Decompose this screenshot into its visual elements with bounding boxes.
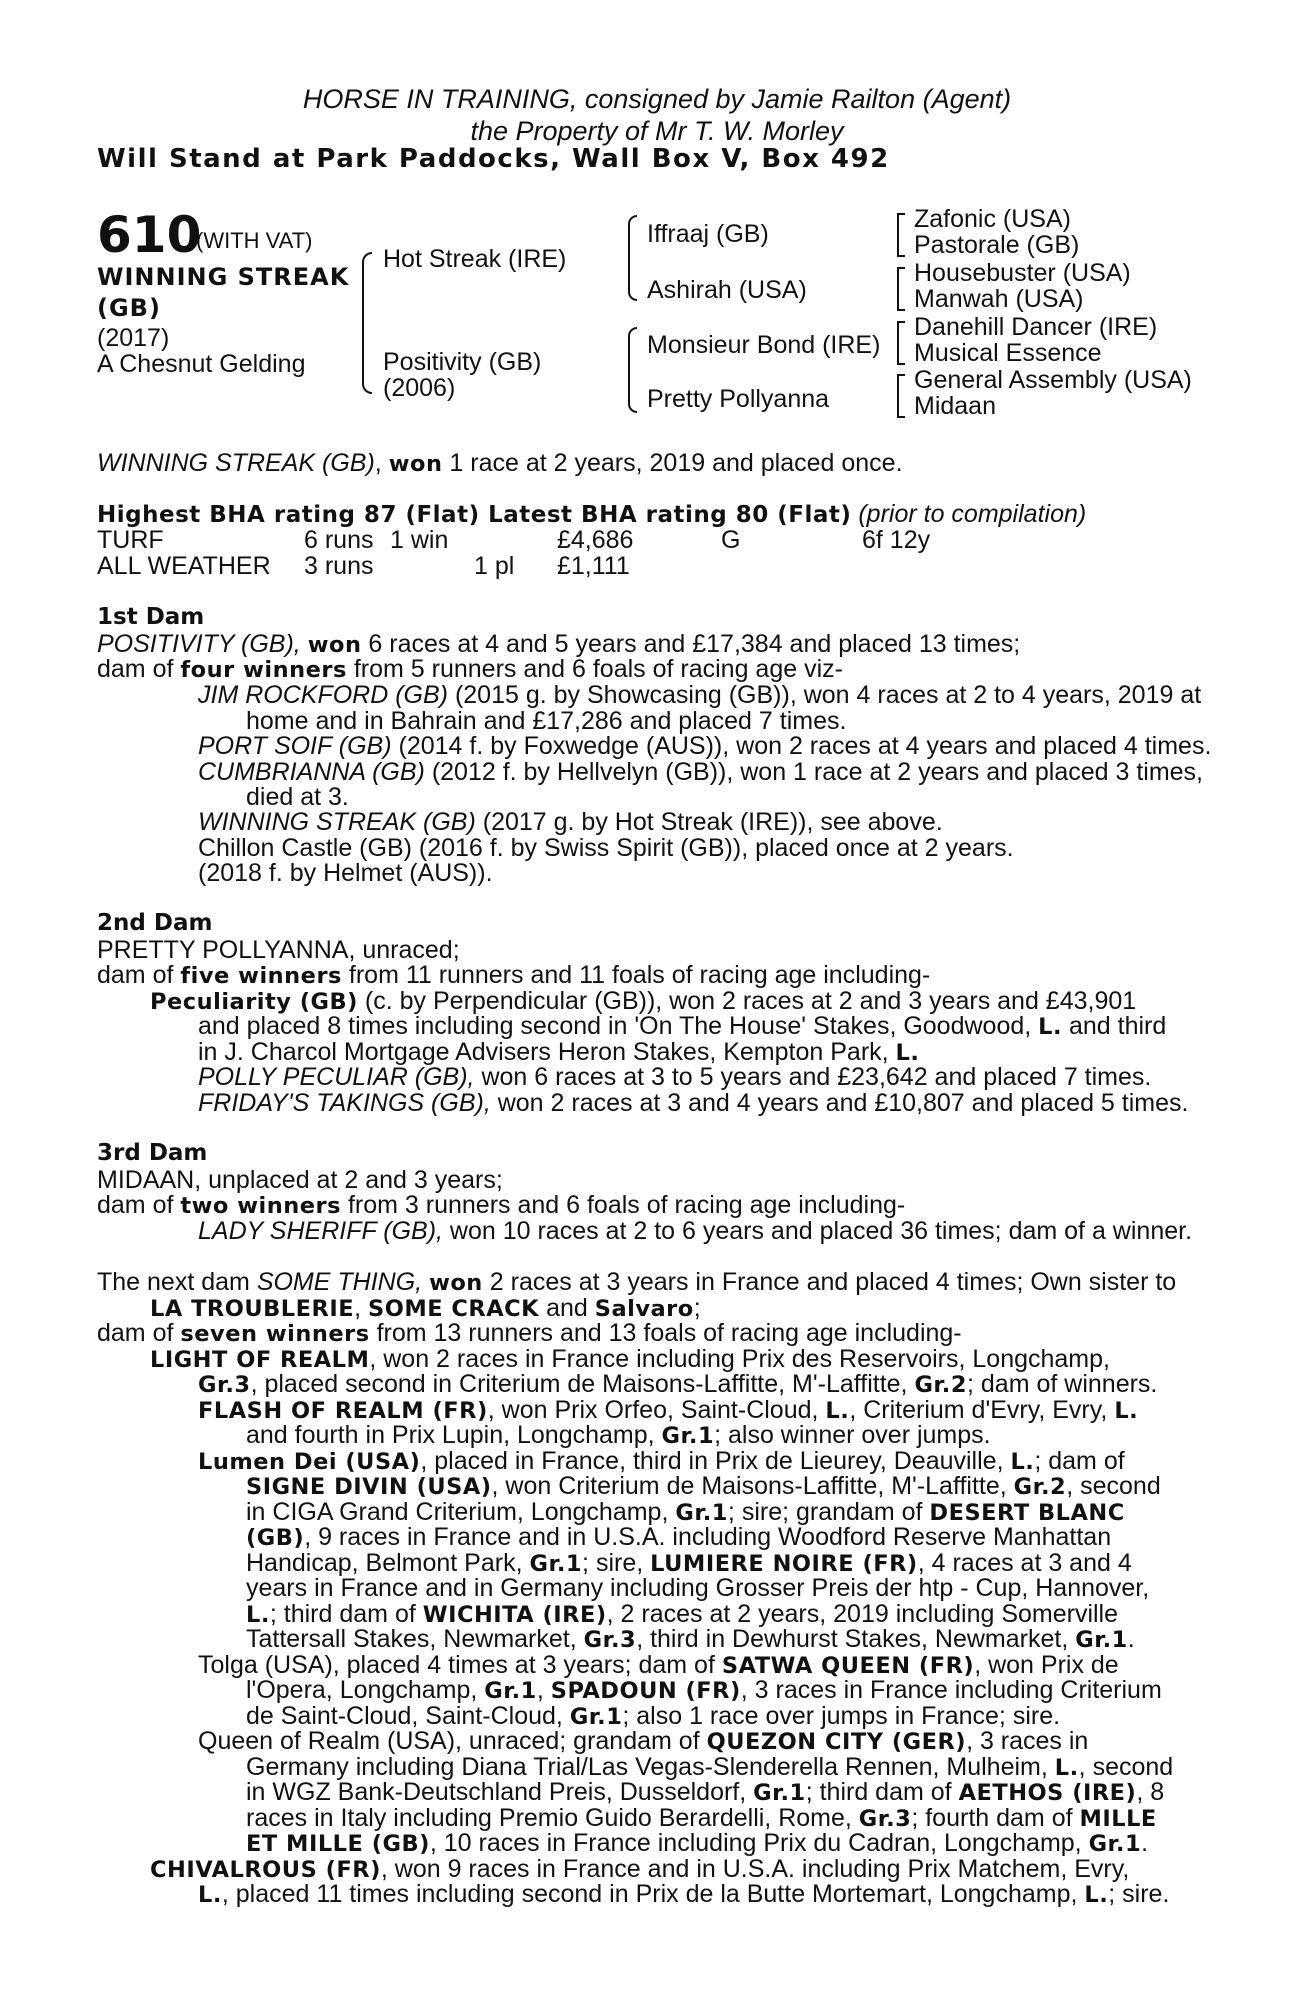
next-dam-rest: 2 races at 3 years in France and placed 4 times; Own sister to xyxy=(489,1268,1177,1296)
produce-detail: , 2 races at 2 years, 2019 including Somerville xyxy=(606,1600,1119,1628)
produce-detail: , 3 races in France including Criterium xyxy=(740,1676,1162,1704)
produce-entry xyxy=(198,1398,1138,1423)
ratings-note: (prior to compilation) xyxy=(858,500,1087,528)
produce-entry xyxy=(198,1729,1088,1754)
ggp-7: General Assembly (USA) xyxy=(914,366,1192,394)
runners-text: from 5 runners and 6 foals of racing age viz- xyxy=(353,655,843,683)
produce-detail: , placed second in Criterium de Maisons-Laffitte, M'-Laffitte, xyxy=(250,1370,908,1398)
horse-name: WINNING STREAK (GB) xyxy=(97,263,350,322)
produce-detail: , xyxy=(536,1676,544,1704)
produce-entry-cont xyxy=(246,1500,1125,1525)
produce-name: WICHITA (IRE) xyxy=(422,1602,607,1628)
produce-entry-cont: home and in Bahrain and £17,286 and placed 7 times. xyxy=(246,707,847,735)
grade-mark: Gr.3 xyxy=(583,1627,637,1653)
dam-dam: Pretty Pollyanna xyxy=(647,385,830,413)
produce-entry-cont: died at 3. xyxy=(246,783,349,811)
produce-name: AETHOS (IRE) xyxy=(958,1780,1137,1806)
produce-detail: won 10 races at 2 to 6 years and placed 36 times; dam of a winner. xyxy=(449,1217,1193,1245)
grade-mark: Gr.3 xyxy=(198,1372,251,1398)
vat-note: (WITH VAT) xyxy=(196,228,313,253)
produce-entry-cont: years in France and in Germany including Grosser Preis der htp - Cup, Hannover, xyxy=(246,1574,1150,1602)
turf-distance: 6f 12y xyxy=(862,526,931,554)
produce-detail: ; also 1 race over jumps in France; sire. xyxy=(622,1702,1061,1730)
ggp-5: Danehill Dancer (IRE) xyxy=(914,313,1158,341)
produce-entry xyxy=(198,734,1211,759)
produce-entry xyxy=(150,1857,1129,1882)
dam-of-label: dam of xyxy=(97,1319,174,1347)
grade-mark: Gr.1 xyxy=(1075,1627,1128,1653)
dam-of-label: dam of xyxy=(97,655,174,683)
produce-name: POLLY PECULIAR (GB), xyxy=(198,1063,475,1091)
bha-ratings xyxy=(97,502,1086,527)
next-dam-won: won xyxy=(429,1270,483,1296)
produce-name: Lumen Dei (USA) xyxy=(198,1449,421,1475)
race-summary: WINNING STREAK (GB), won 1 race at 2 years, 2019 and placed once. xyxy=(97,449,903,477)
produce-name: SATWA QUEEN (FR) xyxy=(721,1653,975,1679)
produce-entry xyxy=(198,1653,1119,1678)
next-dam-record xyxy=(97,1270,1176,1295)
sibling-name: Salvaro xyxy=(594,1296,694,1322)
produce-detail: , 8 xyxy=(1136,1778,1165,1806)
next-dam-name: SOME THING, xyxy=(256,1268,423,1296)
produce-detail: in WGZ Bank-Deutschland Preis, Dusseldorf, xyxy=(246,1778,747,1806)
produce-entry-cont xyxy=(198,1372,1157,1397)
third-dam-produce-summary xyxy=(97,1193,905,1218)
ggp-3: Housebuster (USA) xyxy=(914,259,1131,287)
ggp-4: Manwah (USA) xyxy=(914,285,1084,313)
produce-entry xyxy=(198,1449,1125,1474)
produce-name: LADY SHERIFF (GB), xyxy=(198,1217,443,1245)
turf-prize: £4,686 xyxy=(557,526,634,554)
produce-entry-cont xyxy=(246,1678,1162,1703)
aw-runs: 3 runs xyxy=(304,552,374,580)
grade-mark: L. xyxy=(198,1882,222,1908)
dam-year: (2006) xyxy=(383,374,456,402)
next-dam-produce-summary xyxy=(97,1321,962,1346)
grade-mark: L. xyxy=(895,1040,920,1066)
ggp-6: Musical Essence xyxy=(914,339,1102,367)
produce-detail: , won Prix Orfeo, Saint-Cloud, xyxy=(487,1396,819,1424)
produce-name: FRIDAY'S TAKINGS (GB), xyxy=(198,1089,491,1117)
horse-description: A Chesnut Gelding xyxy=(97,350,306,378)
ggp-bracket-2 xyxy=(897,267,905,311)
turf-going: G xyxy=(721,526,741,554)
produce-detail: ; also winner over jumps. xyxy=(714,1421,991,1449)
turf-wins: 1 win xyxy=(390,526,449,554)
produce-detail: (2012 f. by Hellvelyn (GB)), won 1 race at 2 years and placed 3 times, xyxy=(431,758,1204,786)
grade-mark: Gr.1 xyxy=(484,1678,537,1704)
produce-detail: and third xyxy=(1069,1012,1167,1040)
third-dam-record: MIDAAN, unplaced at 2 and 3 years; xyxy=(97,1166,503,1194)
produce-entry-cont xyxy=(198,1882,1169,1907)
produce-entry: Chillon Castle (GB) (2016 f. by Swiss Spirit (GB)), placed once at 2 years. xyxy=(198,834,1014,862)
produce-entry xyxy=(198,1065,1151,1090)
produce-detail: . xyxy=(1141,1829,1149,1857)
grade-mark: L. xyxy=(1038,1014,1063,1040)
produce-name: PORT SOIF (GB) xyxy=(198,732,392,760)
grade-mark: Gr.1 xyxy=(1088,1831,1142,1857)
second-dam-record: PRETTY POLLYANNA, unraced; xyxy=(97,936,460,964)
aw-surface: ALL WEATHER xyxy=(97,552,271,580)
produce-detail: ; dam of xyxy=(1034,1447,1125,1475)
turf-runs: 6 runs xyxy=(304,526,374,554)
first-dam-won: won xyxy=(307,632,362,658)
separator: , xyxy=(354,1294,362,1322)
produce-detail: , Criterium d'Evry, Evry, xyxy=(849,1396,1108,1424)
produce-detail: , won 2 races in France including Prix des Reservoirs, Longchamp, xyxy=(369,1345,1110,1373)
lot-number: 610 xyxy=(97,206,202,264)
conjunction: and xyxy=(546,1294,588,1322)
aw-prize: £1,111 xyxy=(557,552,630,580)
first-dam-name: POSITIVITY (GB), xyxy=(97,630,301,658)
summary-horse: WINNING STREAK (GB) xyxy=(97,449,375,477)
second-dam-produce-summary xyxy=(97,963,930,988)
produce-entry xyxy=(150,989,1136,1014)
produce-detail: , placed 11 times including second in Prix de la Butte Mortemart, Longchamp, xyxy=(221,1880,1078,1908)
produce-name: (GB) xyxy=(246,1525,305,1551)
produce-detail: , second xyxy=(1066,1472,1161,1500)
dam-of-label: dam of xyxy=(97,1191,174,1219)
winners-count: two winners xyxy=(180,1193,342,1219)
produce-entry-cont xyxy=(246,1551,1132,1576)
stand-location: Will Stand at Park Paddocks, Wall Box V, Box 492 xyxy=(97,144,890,174)
sibling-name: LA TROUBLERIE xyxy=(150,1296,355,1322)
produce-name: ET MILLE (GB) xyxy=(246,1831,430,1857)
produce-detail: ; sire; grandam of xyxy=(727,1498,923,1526)
winners-count: seven winners xyxy=(180,1321,370,1347)
produce-entry-cont xyxy=(246,1806,1157,1831)
sire-dam-brace xyxy=(362,252,372,394)
ratings-text: Highest BHA rating 87 (Flat) Latest BHA rating 80 (Flat) xyxy=(97,502,852,528)
ggp-1: Zafonic (USA) xyxy=(914,205,1071,233)
summary-rest: 1 race at 2 years, 2019 and placed once. xyxy=(449,449,903,477)
dam-of-label: dam of xyxy=(97,961,174,989)
produce-detail: , placed in France, third in Prix de Lieurey, Deauville, xyxy=(420,1447,1004,1475)
produce-detail: Germany including Diana Trial/Las Vegas-Slenderella Rennen, Mulheim, xyxy=(246,1753,1048,1781)
grade-mark: Gr.3 xyxy=(858,1806,912,1832)
produce-detail: won 6 races at 3 to 5 years and £23,642 and placed 7 times. xyxy=(481,1063,1152,1091)
produce-entry-cont xyxy=(246,1525,1111,1550)
winners-count: four winners xyxy=(180,657,347,683)
produce-detail: (2014 f. by Foxwedge (AUS)), won 2 races at 4 years and placed 4 times. xyxy=(398,732,1212,760)
produce-entry: (2018 f. by Helmet (AUS)). xyxy=(198,859,493,887)
produce-entry-cont xyxy=(246,1704,1060,1729)
dam-sire: Monsieur Bond (IRE) xyxy=(647,331,881,359)
produce-entry-cont xyxy=(246,1831,1148,1856)
next-dam-label: The next dam xyxy=(97,1268,250,1296)
dam-parents-brace xyxy=(628,327,637,413)
foaling-year: (2017) xyxy=(97,324,170,352)
sibling-name: SOME CRACK xyxy=(367,1296,540,1322)
produce-entry xyxy=(198,810,943,835)
produce-entry-cont xyxy=(246,1602,1118,1627)
second-dam-heading: 2nd Dam xyxy=(97,910,213,936)
own-sister-line xyxy=(150,1296,701,1321)
produce-name: LUMIERE NOIRE (FR) xyxy=(650,1551,918,1577)
produce-detail: , 9 races in France and in U.S.A. including Woodford Reserve Manhattan xyxy=(304,1523,1112,1551)
produce-detail: , won Criterium de Maisons-Laffitte, M'-Laffitte, xyxy=(491,1472,1007,1500)
produce-detail: , 3 races in xyxy=(966,1727,1089,1755)
grade-mark: Gr.1 xyxy=(569,1704,623,1730)
produce-detail: Handicap, Belmont Park, xyxy=(246,1549,523,1577)
produce-detail: (2017 g. by Hot Streak (IRE)), see above. xyxy=(482,808,943,836)
sire: Hot Streak (IRE) xyxy=(383,245,567,273)
grade-mark: L. xyxy=(1084,1882,1109,1908)
grade-mark: Gr.1 xyxy=(675,1500,728,1526)
produce-detail: (2015 g. by Showcasing (GB)), won 4 races at 2 to 4 years, 2019 at xyxy=(454,681,1202,709)
produce-entry xyxy=(246,1474,1161,1499)
produce-detail: , second xyxy=(1078,1753,1174,1781)
produce-detail: Queen of Realm (USA), unraced; grandam of xyxy=(198,1727,700,1755)
produce-name: Peculiarity (GB) xyxy=(150,989,358,1015)
produce-name: MILLE xyxy=(1079,1806,1157,1832)
produce-entry xyxy=(198,760,1203,785)
grade-mark: L. xyxy=(825,1398,850,1424)
produce-detail: , 10 races in France including Prix du Cadran, Longchamp, xyxy=(429,1829,1082,1857)
produce-entry-cont xyxy=(246,1780,1164,1805)
produce-entry-cont xyxy=(198,1040,919,1065)
grade-mark: Gr.2 xyxy=(914,1372,968,1398)
produce-detail: in CIGA Grand Criterium, Longchamp, xyxy=(246,1498,669,1526)
runners-text: from 13 runners and 13 foals of racing age including- xyxy=(376,1319,962,1347)
produce-name: LIGHT OF REALM xyxy=(150,1347,370,1373)
produce-name: CHIVALROUS (FR) xyxy=(150,1857,381,1883)
produce-entry xyxy=(150,1347,1110,1372)
ggp-2: Pastorale (GB) xyxy=(914,231,1080,259)
consignor-line: HORSE IN TRAINING, consigned by Jamie Railton (Agent) xyxy=(302,84,1012,114)
produce-entry xyxy=(198,683,1201,708)
ggp-bracket-4 xyxy=(897,374,905,418)
produce-detail: , won 9 races in France and in U.S.A. including Prix Matchem, Evry, xyxy=(380,1855,1130,1883)
turf-surface: TURF xyxy=(97,526,164,554)
winners-count: five winners xyxy=(180,963,342,989)
summary-won: won xyxy=(388,451,443,477)
produce-detail: Tolga (USA), placed 4 times at 3 years; dam of xyxy=(198,1651,715,1679)
separator: ; xyxy=(693,1294,701,1322)
produce-detail: ; dam of winners. xyxy=(967,1370,1158,1398)
runners-text: from 3 runners and 6 foals of racing age including- xyxy=(347,1191,906,1219)
produce-name: WINNING STREAK (GB) xyxy=(198,808,476,836)
grade-mark: L. xyxy=(1114,1398,1139,1424)
first-dam-produce-summary xyxy=(97,657,843,682)
produce-detail: ; third dam of xyxy=(269,1600,416,1628)
sire-parents-brace xyxy=(628,215,637,301)
produce-detail: , 4 races at 3 and 4 xyxy=(917,1549,1132,1577)
produce-detail: (c. by Perpendicular (GB)), won 2 races at 2 and 3 years and £43,901 xyxy=(364,987,1137,1015)
produce-name: SIGNE DIVIN (USA) xyxy=(246,1474,492,1500)
produce-detail: won 2 races at 3 and 4 years and £10,807 and placed 5 times. xyxy=(497,1089,1189,1117)
grade-mark: Gr.1 xyxy=(529,1551,583,1577)
produce-entry-cont xyxy=(246,1755,1173,1780)
produce-detail: and placed 8 times including second in 'On The House' Stakes, Goodwood, xyxy=(198,1012,1032,1040)
produce-name: DESERT BLANC xyxy=(929,1500,1125,1526)
aw-placed: 1 pl xyxy=(474,552,515,580)
produce-entry-cont xyxy=(198,1014,1166,1039)
third-dam-heading: 3rd Dam xyxy=(97,1140,208,1166)
produce-detail: ; fourth dam of xyxy=(911,1804,1073,1832)
sire-dam: Ashirah (USA) xyxy=(647,276,807,304)
produce-name: CUMBRIANNA (GB) xyxy=(198,758,425,786)
produce-detail: ; sire, xyxy=(582,1549,644,1577)
produce-detail: , won Prix de xyxy=(974,1651,1119,1679)
ggp-8: Midaan xyxy=(914,392,996,420)
produce-name: FLASH OF REALM (FR) xyxy=(198,1398,488,1424)
grade-mark: Gr.1 xyxy=(661,1423,715,1449)
grade-mark: L. xyxy=(1010,1449,1035,1475)
first-dam-record xyxy=(97,632,1020,657)
produce-detail: de Saint-Cloud, Saint-Cloud, xyxy=(246,1702,563,1730)
produce-detail: in J. Charcol Mortgage Advisers Heron Stakes, Kempton Park, xyxy=(198,1038,889,1066)
sire-sire: Iffraaj (GB) xyxy=(647,220,769,248)
runners-text: from 11 runners and 11 foals of racing age including- xyxy=(348,961,931,989)
produce-entry xyxy=(198,1219,1192,1244)
first-dam-rest: 6 races at 4 and 5 years and £17,384 and placed 13 times; xyxy=(368,630,1021,658)
produce-detail: ; sire. xyxy=(1108,1880,1170,1908)
produce-name: SPADOUN (FR) xyxy=(550,1678,741,1704)
first-dam-heading: 1st Dam xyxy=(97,604,205,630)
grade-mark: Gr.2 xyxy=(1013,1474,1067,1500)
produce-name: JIM ROCKFORD (GB) xyxy=(198,681,448,709)
produce-entry-cont xyxy=(246,1423,991,1448)
grade-mark: L. xyxy=(246,1602,270,1628)
produce-detail: Tattersall Stakes, Newmarket, xyxy=(246,1625,577,1653)
produce-detail: , third in Dewhurst Stakes, Newmarket, xyxy=(636,1625,1069,1653)
produce-entry-cont xyxy=(246,1627,1135,1652)
grade-mark: Gr.1 xyxy=(753,1780,806,1806)
grade-mark: L. xyxy=(1054,1755,1079,1781)
ggp-bracket-1 xyxy=(897,213,905,257)
produce-name: QUEZON CITY (GER) xyxy=(706,1729,967,1755)
produce-detail: ; third dam of xyxy=(805,1778,952,1806)
produce-detail: races in Italy including Premio Guido Berardelli, Rome, xyxy=(246,1804,852,1832)
produce-detail: l'Opera, Longchamp, xyxy=(246,1676,478,1704)
produce-entry xyxy=(198,1091,1188,1116)
property-line: the Property of Mr T. W. Morley xyxy=(470,116,844,146)
dam: Positivity (GB) xyxy=(383,348,542,376)
ggp-bracket-3 xyxy=(897,321,905,365)
produce-detail: and fourth in Prix Lupin, Longchamp, xyxy=(246,1421,655,1449)
produce-detail: . xyxy=(1127,1625,1135,1653)
